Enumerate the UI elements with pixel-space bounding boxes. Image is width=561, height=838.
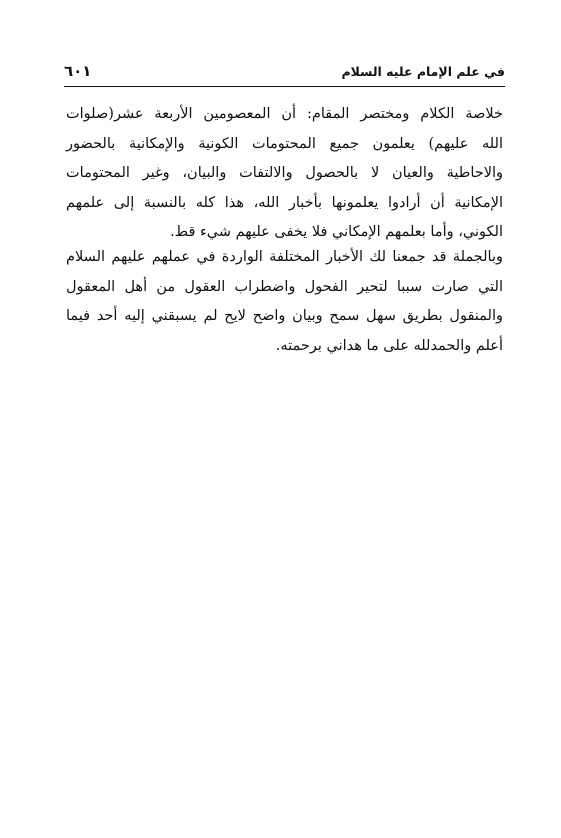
text-line: التي صارت سببا لتحير الفحول واضطراب العقول من أهل المعقول [66,278,503,295]
page-header [64,62,505,86]
text-line: والمنقول بطريق سهل سمح وبيان واضح لايح لم يسبقني إليه أحد فيما [66,308,503,324]
page-number: ٦٠١ [64,62,92,80]
text-line: والاحاطية والعيان لا بالحصول والالتفات والبيان، وغير المحتومات [66,165,503,181]
header-rule [64,86,505,87]
paragraph-summary [66,100,503,248]
text-line: الإمكانية أن أرادوا يعلمونها بأخبار الله، هذا كله بالنسبة إلى علمهم [66,194,503,211]
text-line: أعلم والحمدلله على ما هداني برحمته. [275,337,503,354]
text-line: خلاصة الكلام ومختصر المقام: أن المعصومين الأربعة عشر(صلوات [66,106,503,122]
paragraph-conclusion [66,243,503,361]
text-line: وبالجملة قد جمعنا لك الأخبار المختلفة الواردة في عملهم عليهم السلام [66,249,503,265]
text-line: الله عليهم) يعلمون جميع المحتومات الكونية والإمكانية بالحضور [66,135,503,152]
text-line: الكوني، وأما بعلمهم الإمكاني فلا يخفى عليهم شيء قط. [170,224,503,240]
running-title: في علم الإمام عليه السلام [341,64,505,79]
